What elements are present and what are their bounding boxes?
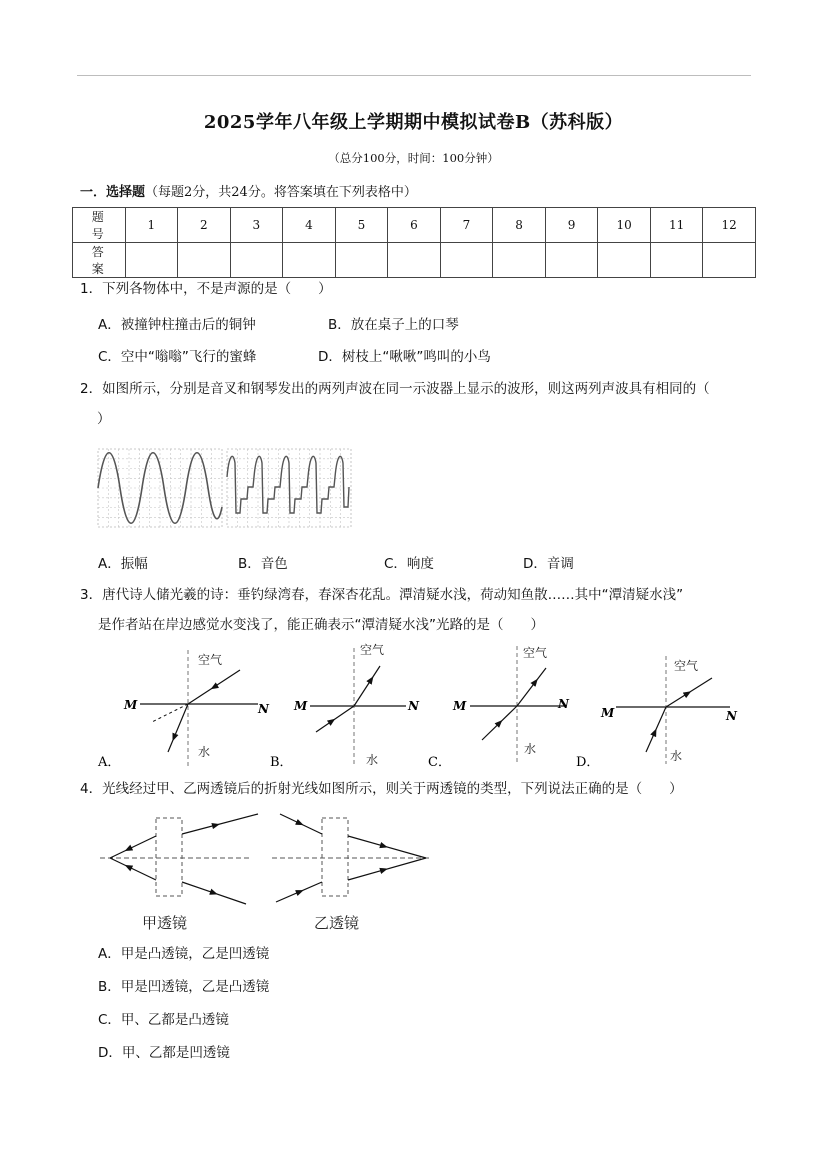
question-number-cell: 12 — [703, 208, 756, 243]
question-3-stem-cont: 是作者站在岸边感觉水变浅了，能正确表示“潭清疑水浅”光路的是（ ） — [98, 617, 544, 633]
answer-table-row-label: 题号 — [73, 208, 126, 243]
refraction-figure-c — [428, 645, 570, 770]
answer-cell[interactable] — [703, 243, 756, 278]
refraction-figure-b — [270, 642, 420, 770]
piano-waveform — [227, 456, 349, 513]
answer-cell[interactable] — [283, 243, 336, 278]
question-number-cell: 10 — [598, 208, 651, 243]
page-subtitle: （总分100分，时间：100分钟） — [328, 151, 499, 165]
question-2-option-b[interactable]: B．音色 — [238, 556, 288, 572]
n-label-b: N — [408, 699, 419, 713]
figure-d-letter: D． — [576, 755, 600, 770]
air-label-d: 空气 — [674, 659, 699, 673]
question-2-option-a[interactable]: A．振幅 — [98, 556, 148, 572]
answer-cell[interactable] — [125, 243, 178, 278]
question-4-option-c[interactable]: C．甲、乙都是凸透镜 — [98, 1012, 229, 1028]
m-label-a: M — [124, 698, 138, 712]
lens-b-caption: 乙透镜 — [314, 914, 360, 932]
answer-cell[interactable] — [388, 243, 441, 278]
air-label-a: 空气 — [198, 653, 223, 667]
figure-c-letter: C． — [428, 755, 451, 770]
water-label-d: 水 — [670, 749, 683, 763]
question-number-cell: 3 — [230, 208, 283, 243]
question-1-option-d[interactable]: D．树枝上“啾啾”鸣叫的小鸟 — [318, 349, 491, 365]
lens-b-diagram — [272, 814, 430, 902]
answer-cell[interactable] — [650, 243, 703, 278]
refraction-figure-d — [576, 656, 738, 770]
figure-a-letter: A． — [98, 755, 121, 770]
figure-b-letter: B． — [270, 755, 293, 770]
section-heading — [80, 181, 417, 200]
question-number-cell: 8 — [493, 208, 546, 243]
answer-cell[interactable] — [335, 243, 388, 278]
question-2-option-c[interactable]: C．响度 — [384, 556, 434, 572]
refraction-figure-a — [97, 650, 270, 770]
section-note: （每题2分，共24分。将答案填在下列表格中） — [145, 185, 417, 200]
question-number-cell: 7 — [440, 208, 493, 243]
answer-table-answer-row — [73, 243, 756, 278]
question-number-cell: 2 — [178, 208, 231, 243]
question-2-stem-cont: ） — [97, 411, 111, 427]
question-number-cell: 11 — [650, 208, 703, 243]
air-label-b: 空气 — [360, 643, 385, 657]
question-1-option-c[interactable]: C．空中“嗡嗡”飞行的蜜蜂 — [98, 349, 257, 365]
water-label-a: 水 — [198, 745, 211, 759]
air-label-c: 空气 — [523, 646, 548, 660]
answer-cell[interactable] — [493, 243, 546, 278]
question-4-option-b[interactable]: B．甲是凹透镜，乙是凸透镜 — [98, 979, 270, 995]
question-1-option-b[interactable]: B．放在桌子上的口琴 — [328, 317, 459, 333]
question-2-stem: 2．如图所示，分别是音叉和钢琴发出的两列声波在同一示波器上显示的波形，则这两列声波具有相同的（ — [80, 381, 710, 397]
answer-table-row-label: 答案 — [73, 243, 126, 278]
water-label-c: 水 — [524, 742, 537, 756]
header-rule — [77, 75, 751, 76]
n-label-d: N — [726, 709, 737, 723]
answer-cell[interactable] — [598, 243, 651, 278]
m-label-b: M — [294, 699, 308, 713]
lens-a-diagram — [100, 814, 258, 904]
page-title: 2025学年八年级上学期期中模拟试卷B（苏科版） — [203, 112, 624, 133]
lens-figure — [96, 806, 436, 936]
n-label-c: N — [558, 697, 569, 711]
question-4-option-a[interactable]: A．甲是凸透镜，乙是凹透镜 — [98, 946, 270, 962]
oscilloscope-figure — [96, 447, 356, 529]
question-4-stem: 4．光线经过甲、乙两透镜后的折射光线如图所示，则关于两透镜的类型，下列说法正确的是（ ） — [80, 781, 683, 797]
question-number-cell: 6 — [388, 208, 441, 243]
question-number-cell: 1 — [125, 208, 178, 243]
question-3-stem: 3．唐代诗人储光羲的诗：垂钓绿湾春，春深杏花乱。潭清疑水浅，荷动知鱼散……其中“潭清疑水浅” — [80, 587, 684, 603]
lens-a-caption: 甲透镜 — [142, 914, 188, 932]
n-label-a: N — [258, 702, 269, 716]
answer-cell[interactable] — [440, 243, 493, 278]
answer-cell[interactable] — [545, 243, 598, 278]
water-label-b: 水 — [366, 753, 379, 767]
question-number-cell: 9 — [545, 208, 598, 243]
answer-table — [72, 207, 756, 278]
answer-cell[interactable] — [230, 243, 283, 278]
question-4-option-d[interactable]: D．甲、乙都是凹透镜 — [98, 1045, 230, 1061]
section-title: 一．选择题 — [80, 185, 146, 200]
m-label-d: M — [601, 706, 615, 720]
question-number-cell: 4 — [283, 208, 336, 243]
answer-cell[interactable] — [178, 243, 231, 278]
m-label-c: M — [453, 699, 467, 713]
question-2-option-d[interactable]: D．音调 — [523, 556, 574, 572]
answer-table-number-row — [73, 208, 756, 243]
question-1-stem: 1．下列各物体中，不是声源的是（ ） — [80, 281, 332, 297]
question-number-cell: 5 — [335, 208, 388, 243]
refraction-figures — [90, 640, 750, 772]
question-1-option-a[interactable]: A．被撞钟柱撞击后的铜钟 — [98, 317, 256, 333]
oscilloscope-grid-left — [98, 449, 222, 527]
